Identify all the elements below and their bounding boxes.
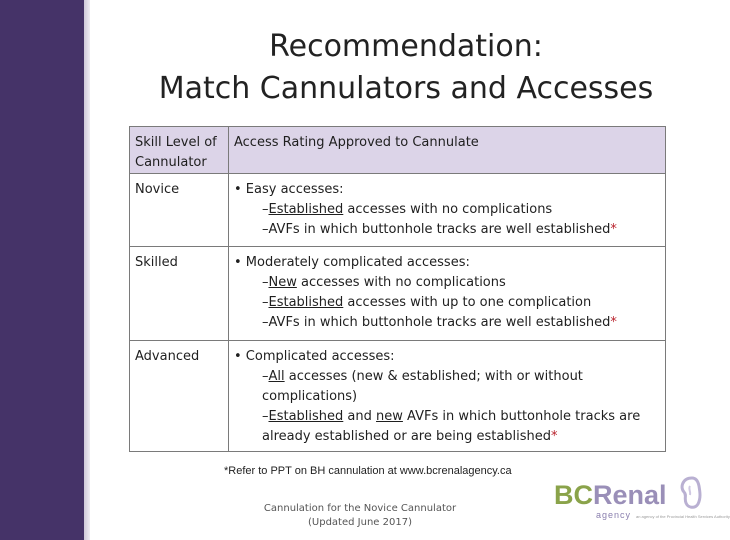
column-divider bbox=[228, 247, 229, 341]
bullet-heading: • Moderately complicated accesses: bbox=[234, 255, 470, 270]
page-title bbox=[96, 26, 716, 110]
bcrenal-logo bbox=[554, 474, 730, 530]
slide-footer bbox=[250, 502, 470, 530]
list-item: –Established accesses with no complications bbox=[262, 202, 553, 217]
asterisk-marker: * bbox=[610, 222, 617, 237]
bullet-heading: • Easy accesses: bbox=[234, 182, 344, 197]
access-rating-cell bbox=[234, 253, 662, 333]
logo-tagline: an agency of the Provincial Health Services Authority bbox=[636, 514, 730, 519]
bullet-heading: • Complicated accesses: bbox=[234, 349, 395, 364]
list-item: –Established and new AVFs in which buttonhole tracks are already established or are being established* bbox=[262, 409, 641, 444]
sidebar-accent-bar bbox=[0, 0, 84, 540]
header-skill-level: Skill Level of Cannulator bbox=[135, 135, 217, 170]
list-item: –AVFs in which buttonhole tracks are well established* bbox=[262, 315, 617, 330]
asterisk-marker: * bbox=[551, 429, 558, 444]
footnote: *Refer to PPT on BH cannulation at www.bcrenalagency.ca bbox=[224, 465, 512, 477]
list-item: –AVFs in which buttonhole tracks are well established* bbox=[262, 222, 617, 237]
title-line-2: Match Cannulators and Accesses bbox=[158, 71, 654, 106]
skill-level-cell: Skilled bbox=[135, 255, 178, 270]
skill-level-cell: Novice bbox=[135, 182, 180, 197]
footer-line-2: (Updated June 2017) bbox=[308, 517, 412, 528]
column-divider bbox=[228, 174, 229, 247]
list-item: –New accesses with no complications bbox=[262, 275, 506, 290]
column-divider bbox=[228, 127, 229, 173]
sidebar-accent-edge bbox=[84, 0, 90, 540]
footer-line-1: Cannulation for the Novice Cannulator bbox=[263, 503, 457, 514]
asterisk-marker: * bbox=[610, 315, 617, 330]
header-access-rating: Access Rating Approved to Cannulate bbox=[234, 135, 479, 150]
table-row-novice bbox=[130, 173, 665, 246]
recommendation-table bbox=[129, 126, 666, 452]
logo-bc: BC bbox=[554, 480, 593, 510]
title-line-1: Recommendation: bbox=[269, 29, 543, 64]
access-rating-cell bbox=[234, 180, 662, 240]
table-row-skilled bbox=[130, 246, 665, 340]
access-rating-cell bbox=[234, 347, 662, 447]
kidney-ear-icon bbox=[678, 476, 702, 510]
logo-wordmark bbox=[554, 480, 667, 510]
column-divider bbox=[228, 341, 229, 452]
skill-level-cell: Advanced bbox=[135, 349, 200, 364]
table-row-advanced bbox=[130, 340, 665, 451]
table-header-row bbox=[130, 127, 665, 173]
list-item: –All accesses (new & established; with or without complications) bbox=[262, 369, 583, 404]
logo-agency: agency bbox=[596, 510, 632, 520]
list-item: –Established accesses with up to one complication bbox=[262, 295, 592, 310]
logo-renal: Renal bbox=[593, 480, 667, 510]
